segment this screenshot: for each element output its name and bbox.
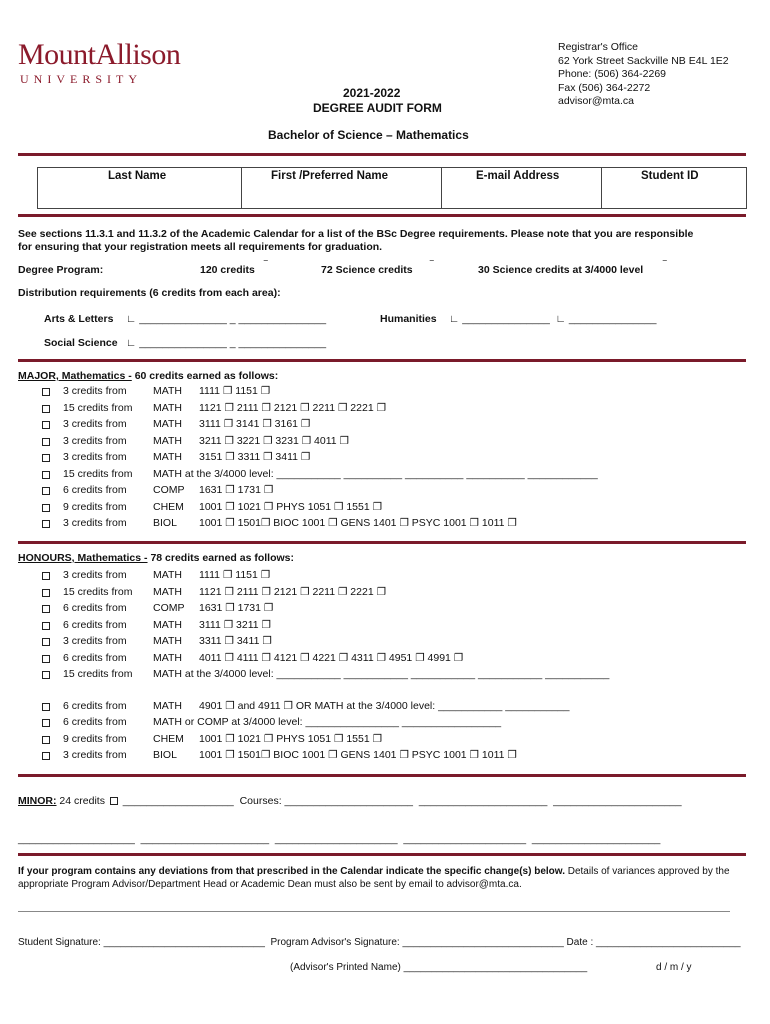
program-title: Bachelor of Science – Mathematics <box>268 128 469 142</box>
deviations-line1: If your program contains any deviations from that prescribed in the Calendar indicate the specific change(s) below. Details of variances approved by the <box>18 866 730 877</box>
honours-row-courses[interactable]: 1001 ❐ 1501❐ BIOC 1001 ❐ GENS 1401 ❐ PSYC 1001 ❐ 1011 ❐ <box>199 749 517 761</box>
honours-row-courses[interactable]: 1111 ❐ 1151 ❐ <box>199 569 271 581</box>
major-row-credits: 3 credits from <box>63 451 127 463</box>
honours-row-subject: MATH or COMP at 3/4000 level: ________________ _________________ <box>153 716 502 728</box>
divider <box>18 153 746 156</box>
form-title: DEGREE AUDIT FORM <box>313 101 442 115</box>
honours-row-checkbox[interactable] <box>42 605 50 613</box>
divider <box>18 853 746 856</box>
honours-row-courses[interactable]: 4011 ❐ 4111 ❐ 4121 ❐ 4221 ❐ 4311 ❐ 4951 ❐ 4991 ❐ <box>199 651 464 664</box>
major-row-subject: MATH <box>153 418 182 430</box>
minor-course-fields-row2[interactable]: ____________________ ______________________ _____________________ _____________________ ______________________ <box>18 833 661 845</box>
honours-row-credits: 15 credits from <box>63 668 133 680</box>
signature-row <box>18 937 741 948</box>
divider <box>18 214 746 217</box>
major-row-courses[interactable]: 1631 ❐ 1731 ❐ <box>199 484 274 496</box>
minor-credits-field[interactable]: ___________________ <box>122 795 234 807</box>
honours-row-checkbox[interactable] <box>42 589 50 597</box>
major-row-checkbox[interactable] <box>42 471 50 479</box>
honours-row-credits: 15 credits from <box>63 585 133 598</box>
major-row-subject: CHEM <box>153 500 184 513</box>
honours-row-credits: 6 credits from <box>63 651 127 664</box>
divider <box>18 359 746 362</box>
major-row-credits: 3 credits from <box>63 517 127 529</box>
table-divider <box>241 167 242 208</box>
honours-row-courses[interactable]: 3111 ❐ 3211 ❐ <box>199 618 271 631</box>
major-row-courses[interactable]: 3151 ❐ 3311 ❐ 3411 ❐ <box>199 451 311 463</box>
honours-row-subject: BIOL <box>153 749 177 761</box>
intro-line1: See sections 11.3.1 and 11.3.2 of the Academic Calendar for a list of the BSc Degree requirements. Please note that you are responsible <box>18 228 694 240</box>
major-row-credits: 3 credits from <box>63 418 127 430</box>
honours-row-credits: 6 credits from <box>63 618 127 631</box>
advisor-signature-field[interactable]: _____________________________ <box>402 937 564 948</box>
major-row-courses[interactable]: 1121 ❐ 2111 ❐ 2121 ❐ 2211 ❐ 2221 ❐ <box>199 401 386 414</box>
honours-row-subject: MATH at the 3/4000 level: ___________ ___________ ___________ ___________ ___________ <box>153 668 610 680</box>
date-format: d / m / y <box>656 962 692 973</box>
logo-wordmark: MountAllison <box>18 38 181 71</box>
honours-row-subject: MATH <box>153 635 182 647</box>
honours-row-subject: MATH <box>153 618 182 631</box>
registrar-phone: Phone: (506) 364-2269 <box>558 68 666 80</box>
logo-subtitle: UNIVERSITY <box>20 72 142 86</box>
checkbox-mark[interactable]: ‾ <box>663 259 667 271</box>
minor-label: MINOR: <box>18 795 57 807</box>
major-row-courses[interactable]: 1001 ❐ 1021 ❐ PHYS 1051 ❐ 1551 ❐ <box>199 500 383 513</box>
honours-row-checkbox[interactable] <box>42 671 50 679</box>
major-row-subject: COMP <box>153 484 185 496</box>
honours-row-credits: 6 credits from <box>63 602 127 614</box>
col-first-name: First /Preferred Name <box>271 170 388 182</box>
humanities-label: Humanities <box>380 313 437 325</box>
printed-name-field[interactable]: _________________________________ <box>403 962 588 973</box>
honours-row-checkbox[interactable] <box>42 622 50 630</box>
major-row-checkbox[interactable] <box>42 504 50 512</box>
major-row-courses[interactable]: 3111 ❐ 3141 ❐ 3161 ❐ <box>199 418 311 430</box>
col-student-id: Student ID <box>641 170 699 182</box>
major-row-subject: MATH <box>153 434 182 447</box>
honours-row-checkbox[interactable] <box>42 572 50 580</box>
col-email: E-mail Address <box>476 170 560 182</box>
table-divider <box>441 167 442 208</box>
honours-row-checkbox[interactable] <box>42 655 50 663</box>
major-row-credits: 9 credits from <box>63 500 127 513</box>
minor-row <box>18 795 682 807</box>
major-row-subject: MATH <box>153 451 182 463</box>
req-120-credits: 120 credits <box>200 264 255 276</box>
checkbox-mark[interactable]: ‾ <box>430 259 434 271</box>
major-row-subject: MATH <box>153 401 182 414</box>
form-year: 2021-2022 <box>343 86 401 100</box>
honours-row-subject: MATH <box>153 569 182 581</box>
registrar-fax: Fax (506) 364-2272 <box>558 81 651 94</box>
req-30-upper: 30 Science credits at 3/4000 level <box>478 264 644 276</box>
honours-row-subject: MATH <box>153 585 182 598</box>
humanities-fields[interactable]: ∟ _______________ ∟ _______________ <box>449 313 657 325</box>
printed-name-row <box>290 962 587 973</box>
honours-row-checkbox[interactable] <box>42 703 50 711</box>
honours-row-courses[interactable]: 1001 ❐ 1021 ❐ PHYS 1051 ❐ 1551 ❐ <box>199 732 383 745</box>
honours-row-courses[interactable]: 3311 ❐ 3411 ❐ <box>199 635 272 647</box>
col-last-name: Last Name <box>108 170 167 182</box>
date-field[interactable]: __________________________ <box>596 937 741 948</box>
honours-row-subject: COMP <box>153 602 185 614</box>
minor-course-field[interactable]: ______________________ ______________________ ______________________ <box>284 795 682 807</box>
distribution-label: Distribution requirements (6 credits from each area): <box>18 287 281 299</box>
arts-letters-fields[interactable]: ∟ _______________ _ _______________ <box>126 313 327 325</box>
printed-name-label: (Advisor's Printed Name) <box>290 962 401 973</box>
major-row-credits: 3 credits from <box>63 385 127 397</box>
major-row-subject: MATH <box>153 385 182 397</box>
honours-row-checkbox[interactable] <box>42 638 50 646</box>
major-row-courses[interactable]: 1001 ❐ 1501❐ BIOC 1001 ❐ GENS 1401 ❐ PSYC 1001 ❐ 1011 ❐ <box>199 517 517 529</box>
honours-row-credits: 3 credits from <box>63 635 127 647</box>
social-science-fields[interactable]: ∟ _______________ _ _______________ <box>126 337 327 349</box>
honours-row-checkbox[interactable] <box>42 719 50 727</box>
major-row-courses[interactable]: 1111 ❐ 1151 ❐ <box>199 385 271 397</box>
honours-title: HONOURS, Mathematics - 78 credits earned as follows: <box>18 552 295 564</box>
registrar-address: 62 York Street Sackville NB E4L 1E2 <box>558 54 729 67</box>
major-title: MAJOR, Mathematics - 60 credits earned as follows: <box>18 370 279 382</box>
major-row-checkbox[interactable] <box>42 388 50 396</box>
major-row-checkbox[interactable] <box>42 487 50 495</box>
major-row-credits: 15 credits from <box>63 401 133 414</box>
degree-program-label: Degree Program: <box>18 264 104 276</box>
honours-row-courses[interactable]: 1121 ❐ 2111 ❐ 2121 ❐ 2211 ❐ 2221 ❐ <box>199 585 386 598</box>
honours-row-subject: CHEM <box>153 732 184 745</box>
honours-row-credits: 3 credits from <box>63 569 127 581</box>
honours-row-subject: MATH <box>153 699 182 712</box>
major-row-subject: BIOL <box>153 517 177 529</box>
honours-row-checkbox[interactable] <box>42 752 50 760</box>
registrar-office: Registrar's Office <box>558 41 639 53</box>
registrar-info <box>558 41 729 109</box>
major-row-subject: MATH at the 3/4000 level: ___________ __________ __________ __________ ____________ <box>153 467 598 480</box>
major-row-credits: 15 credits from <box>63 467 133 480</box>
table-divider <box>601 167 602 208</box>
major-row-checkbox[interactable] <box>42 520 50 528</box>
major-row-checkbox[interactable] <box>42 454 50 462</box>
date-label: Date : <box>566 937 594 948</box>
checkbox-mark[interactable]: ‾ <box>264 259 268 271</box>
honours-row-credits: 9 credits from <box>63 732 127 745</box>
divider <box>18 774 746 777</box>
minor-courses-label: Courses: <box>239 795 282 807</box>
major-row-courses[interactable]: 3211 ❐ 3221 ❐ 3231 ❐ 4011 ❐ <box>199 434 349 447</box>
major-row-credits: 3 credits from <box>63 434 127 447</box>
advisor-signature-label: Program Advisor's Signature: <box>270 937 400 948</box>
student-signature-label: Student Signature: <box>18 937 101 948</box>
arts-letters-label: Arts & Letters <box>44 313 114 325</box>
deviations-input-line[interactable] <box>18 911 730 912</box>
req-72-science: 72 Science credits <box>321 264 413 276</box>
minor-credits: 24 credits <box>59 795 105 807</box>
minor-checkbox[interactable] <box>110 797 118 805</box>
social-science-label: Social Science <box>44 337 118 349</box>
honours-row-credits: 6 credits from <box>63 716 127 728</box>
divider <box>18 541 746 544</box>
honours-row-courses[interactable]: 1631 ❐ 1731 ❐ <box>199 602 274 614</box>
major-row-checkbox[interactable] <box>42 438 50 446</box>
deviations-line2: appropriate Program Advisor/Department Head or Academic Dean must also be sent by email to advisor@mta.ca. <box>18 879 522 890</box>
honours-row-credits: 3 credits from <box>63 749 127 761</box>
honours-row-credits: 6 credits from <box>63 699 127 712</box>
intro-line2: for ensuring that your registration meets all requirements for graduation. <box>18 241 383 253</box>
honours-row-courses[interactable]: 4901 ❐ and 4911 ❐ OR MATH at the 3/4000 level: ___________ ___________ <box>199 699 570 712</box>
honours-row-subject: MATH <box>153 651 182 664</box>
major-row-credits: 6 credits from <box>63 484 127 496</box>
major-row-checkbox[interactable] <box>42 405 50 413</box>
registrar-email: advisor@mta.ca <box>558 95 635 107</box>
student-signature-field[interactable]: _____________________________ <box>103 937 265 948</box>
honours-row-checkbox[interactable] <box>42 736 50 744</box>
major-row-checkbox[interactable] <box>42 421 50 429</box>
